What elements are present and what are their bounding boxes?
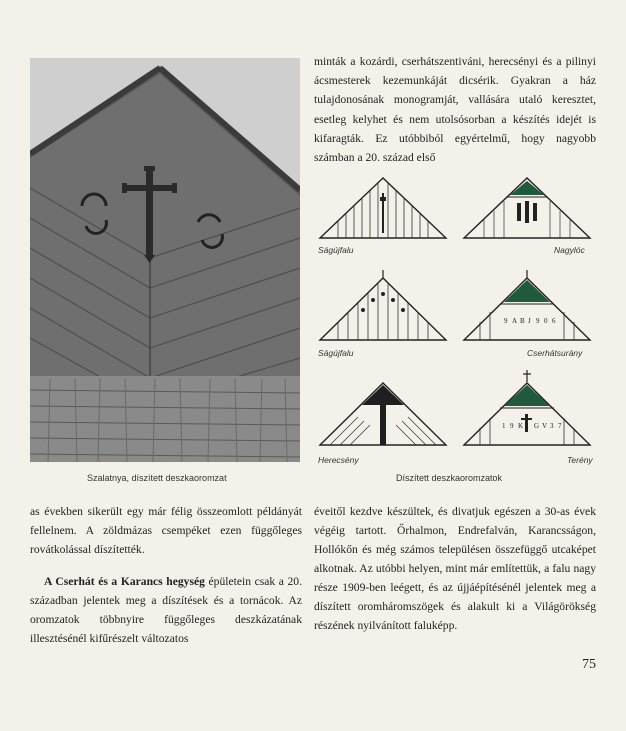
- gable-label-5: Herecsény: [318, 455, 359, 465]
- gable-letter: 3: [550, 422, 554, 430]
- gable-photo: [30, 58, 300, 462]
- region-heading: A Cserhát és a Karancs hegység: [44, 575, 205, 588]
- page-number: 75: [582, 657, 596, 672]
- left-paragraph-1: as években sikerült egy már félig összeomlott példányát fellelnem. A zöldmázas csempéket ezen függőleges rovátkolással díszítették.: [30, 505, 302, 556]
- gable-letter: 6: [552, 317, 556, 325]
- gable-letter: 0: [544, 317, 548, 325]
- gable-label-6: Terény: [567, 455, 593, 465]
- gable-letter: 1: [502, 422, 506, 430]
- gable-letter: 9: [510, 422, 514, 430]
- intro-paragraph: minták a kozárdi, cserhátszentiváni, herecsényi és a pilinyi ácsmesterek kezemunkáját dicsérik. Gyakran a ház tulajdonosának monogramját, vallására utaló keresztet, esetleg kelyhet és nem utolsósorban a készítés idejét is kifaragták. Ez utóbbiból egyértelmű, hogy nagyobb számban a 20. század első: [314, 55, 596, 165]
- gable-cserhatsurany: [462, 270, 592, 342]
- left-column: [30, 502, 302, 648]
- gable-label-4: Cserhátsurány: [527, 348, 583, 358]
- gable-sagujfalu-2: [318, 270, 448, 342]
- gable-nagyloc: [462, 175, 592, 240]
- right-paragraph-1: éveitől kezdve készültek, és divatjuk egészen a 30-as évek végéig tartott. Őrhalmon, Endrefalván, Karancsságon, Hollókőn és még számos településen összefüggő utcaképet alkotnak. Az utóbbi helyen, mint már említettük, a falu nagy része 1909-ben leégett, és az újjáépítésénél jelentek meg a díszített oromháromszögek és alakult ki a Világörökség részének nyilvánított faluképp.: [314, 505, 596, 632]
- gable-herecseny: [318, 375, 448, 447]
- gable-letter: A: [512, 317, 518, 325]
- gable-sagujfalu-1: [318, 175, 448, 240]
- gable-letter: 9: [536, 317, 540, 325]
- left-paragraph-2: [30, 572, 302, 648]
- photo-caption: Szalatnya, díszített deszkaoromzat: [87, 473, 227, 483]
- gable-label-2: Nagylóc: [554, 245, 585, 255]
- gable-letter: G: [534, 422, 540, 430]
- gable-letter: K: [518, 422, 524, 430]
- right-column: [314, 502, 596, 635]
- gable-tereny: [462, 370, 592, 447]
- left-paragraph-2-text: épületein csak a 20. században jelentek meg a díszítések és a tornácok. Az oromzatok többnyire függőleges deszkázatának illesztésénél kifűrészelt változatos: [30, 575, 303, 645]
- gable-letter: B: [520, 317, 525, 325]
- gable-letter: 9: [504, 317, 508, 325]
- gable-label-3: Ságújfalu: [318, 348, 354, 358]
- gable-letter: V: [542, 422, 548, 430]
- gable-illustrations: [314, 170, 604, 490]
- gables-caption: Díszített deszkaoromzatok: [396, 473, 503, 483]
- gable-letter: J: [528, 317, 531, 325]
- gable-label-1: Ságújfalu: [318, 245, 354, 255]
- gable-letter: 7: [558, 422, 562, 430]
